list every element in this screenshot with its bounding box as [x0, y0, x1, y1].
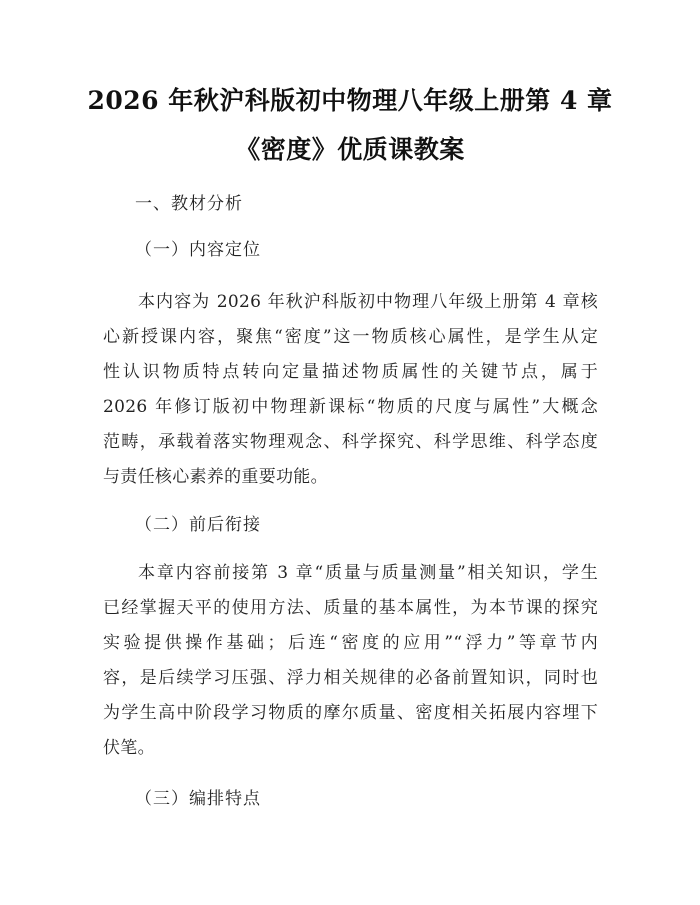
paragraph-line: 与责任核心素养的重要功能。: [103, 467, 328, 487]
section-heading-textbook-analysis: 一、教材分析: [135, 194, 243, 214]
paragraph-line: 心新授课内容，聚焦“密度”这一物质核心属性，是学生从定: [103, 327, 598, 347]
paragraph-content-positioning: [103, 285, 598, 495]
subsection-heading-content-positioning: （一）内容定位: [135, 240, 261, 260]
subsection-heading-connections: （二）前后衔接: [135, 515, 261, 535]
document-title-line-1: 2026 年秋沪科版初中物理八年级上册第 4 章: [87, 86, 613, 115]
paragraph-line: 范畴，承载着落实物理观念、科学探究、科学思维、科学态度: [103, 432, 598, 452]
paragraph-line: 实验提供操作基础；后连“密度的应用”“浮力”等章节内: [103, 633, 598, 653]
paragraph-line: 已经掌握天平的使用方法、质量的基本属性，为本节课的探究: [103, 598, 598, 618]
paragraph-line: 本内容为 2026 年秋沪科版初中物理八年级上册第 4 章核: [138, 292, 598, 312]
paragraph-line: 本章内容前接第 3 章“质量与质量测量”相关知识，学生: [138, 563, 598, 583]
paragraph-line: 性认识物质特点转向定量描述物质属性的关键节点，属于: [103, 362, 598, 382]
paragraph-line: 伏笔。: [103, 738, 155, 758]
paragraph-line: 容，是后续学习压强、浮力相关规律的必备前置知识，同时也: [103, 668, 598, 688]
paragraph-connections: [103, 556, 598, 766]
paragraph-line: 为学生高中阶段学习物质的摩尔质量、密度相关拓展内容埋下: [103, 703, 598, 723]
document-title-line-2: 《密度》优质课教案: [235, 135, 465, 164]
subsection-heading-arrangement-features: （三）编排特点: [135, 789, 261, 809]
paragraph-line: 2026 年修订版初中物理新课标“物质的尺度与属性”大概念: [103, 397, 598, 417]
